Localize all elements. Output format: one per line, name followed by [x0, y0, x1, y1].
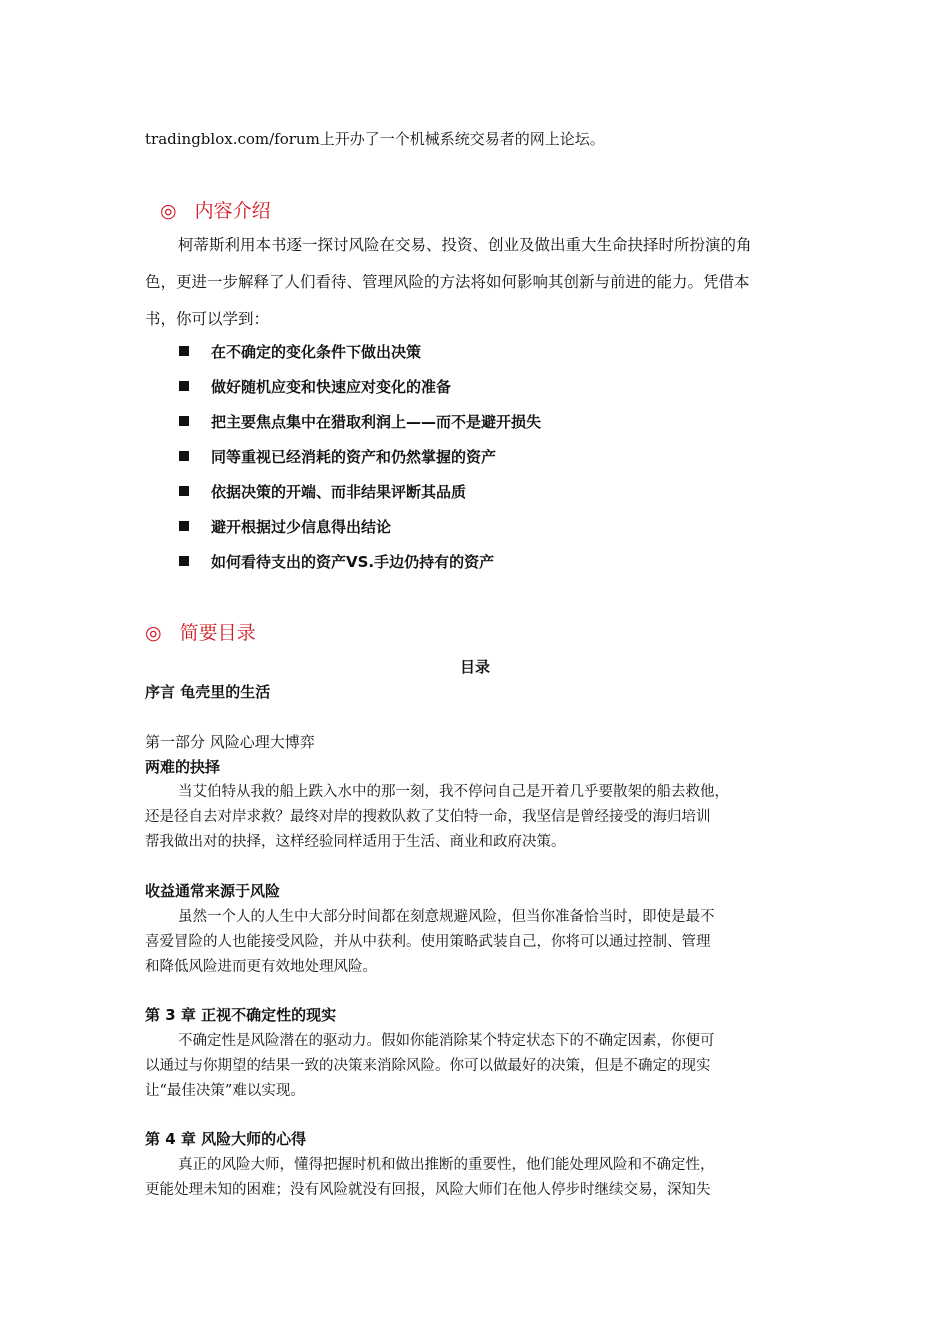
chapter-text-line: 让“最佳决策”难以实现。 — [145, 1083, 305, 1099]
chapter-text-line: 帮我做出对的抉择，这样经验同样适用于生活、商业和政府决策。 — [145, 834, 566, 850]
bullet-item — [179, 376, 451, 397]
bullet-text: 如何看待支出的资产VS.手边仍持有的资产 — [211, 553, 495, 571]
chapter-text-line: 更能处理未知的困难；没有风险就没有回报，风险大师们在他人停步时继续交易，深知失 — [145, 1182, 711, 1198]
content-intro-heading-text: 内容介绍 — [194, 200, 271, 222]
chapter-title: 第 3 章 正视不确定性的现实 — [145, 1006, 337, 1024]
bullet-item — [179, 411, 541, 432]
square-bullet-icon — [179, 346, 189, 356]
content-intro-heading — [160, 196, 271, 223]
bullet-item — [179, 341, 421, 362]
chapter-text-line: 虽然一个人的人生中大部分时间都在刻意规避风险，但当你准备恰当时，即使是最不 — [178, 909, 715, 925]
part-title: 第一部分 风险心理大博弈 — [145, 733, 315, 751]
square-bullet-icon — [179, 521, 189, 531]
intro-paragraph-line: 书，你可以学到： — [145, 310, 270, 328]
bullet-item — [179, 551, 494, 572]
intro-line: tradingblox.com/forum上开办了一个机械系统交易者的网上论坛。 — [145, 130, 605, 148]
chapter-text-line: 以通过与你期望的结果一致的决策来消除风险。你可以做最好的决策，但是不确定的现实 — [145, 1058, 711, 1074]
chapter-text-line: 当艾伯特从我的船上跌入水中的那一刻，我不停问自己是开着几乎要散架的船去救他， — [178, 784, 729, 800]
circle-mark-icon: ◎ — [145, 622, 162, 644]
bullet-text: 做好随机应变和快速应对变化的准备 — [211, 378, 452, 396]
bullet-item — [179, 446, 496, 467]
toc-heading-text: 简要目录 — [179, 622, 256, 644]
bullet-item — [179, 516, 391, 537]
square-bullet-icon — [179, 451, 189, 461]
chapter-text-line: 和降低风险进而更有效地处理风险。 — [145, 959, 377, 975]
square-bullet-icon — [179, 381, 189, 391]
intro-paragraph-line: 色，更进一步解释了人们看待、管理风险的方法将如何影响其创新与前进的能力。凭借本 — [145, 273, 750, 291]
bullet-item — [179, 481, 466, 502]
square-bullet-icon — [179, 486, 189, 496]
chapter-text-line: 不确定性是风险潜在的驱动力。假如你能消除某个特定状态下的不确定因素，你便可 — [178, 1033, 715, 1049]
chapter-text-line: 还是径自去对岸求救？最终对岸的搜救队救了艾伯特一命，我坚信是曾经接受的海归培训 — [145, 809, 711, 825]
toc-title: 目录 — [460, 658, 491, 676]
chapter-title: 第 4 章 风险大师的心得 — [145, 1130, 307, 1148]
bullet-text: 依据决策的开端、而非结果评断其品质 — [211, 483, 467, 501]
chapter-title: 两难的抉择 — [145, 758, 221, 776]
square-bullet-icon — [179, 416, 189, 426]
bullet-text: 避开根据过少信息得出结论 — [211, 518, 392, 536]
bullet-text: 同等重视已经消耗的资产和仍然掌握的资产 — [211, 448, 497, 466]
chapter-text-line: 喜爱冒险的人也能接受风险，并从中获利。使用策略武装自己，你将可以通过控制、管理 — [145, 934, 711, 950]
chapter-title: 收益通常来源于风险 — [145, 882, 281, 900]
preface-title: 序言 龟壳里的生活 — [145, 683, 271, 701]
toc-heading — [145, 618, 256, 645]
chapter-text-line: 真正的风险大师，懂得把握时机和做出推断的重要性，他们能处理风险和不确定性， — [178, 1157, 715, 1173]
bullet-text: 在不确定的变化条件下做出决策 — [211, 343, 422, 361]
square-bullet-icon — [179, 556, 189, 566]
intro-paragraph-line: 柯蒂斯利用本书逐一探讨风险在交易、投资、创业及做出重大生命抉择时所扮演的角 — [178, 236, 752, 254]
circle-mark-icon: ◎ — [160, 200, 177, 222]
bullet-text: 把主要焦点集中在猎取利润上——而不是避开损失 — [211, 413, 542, 431]
